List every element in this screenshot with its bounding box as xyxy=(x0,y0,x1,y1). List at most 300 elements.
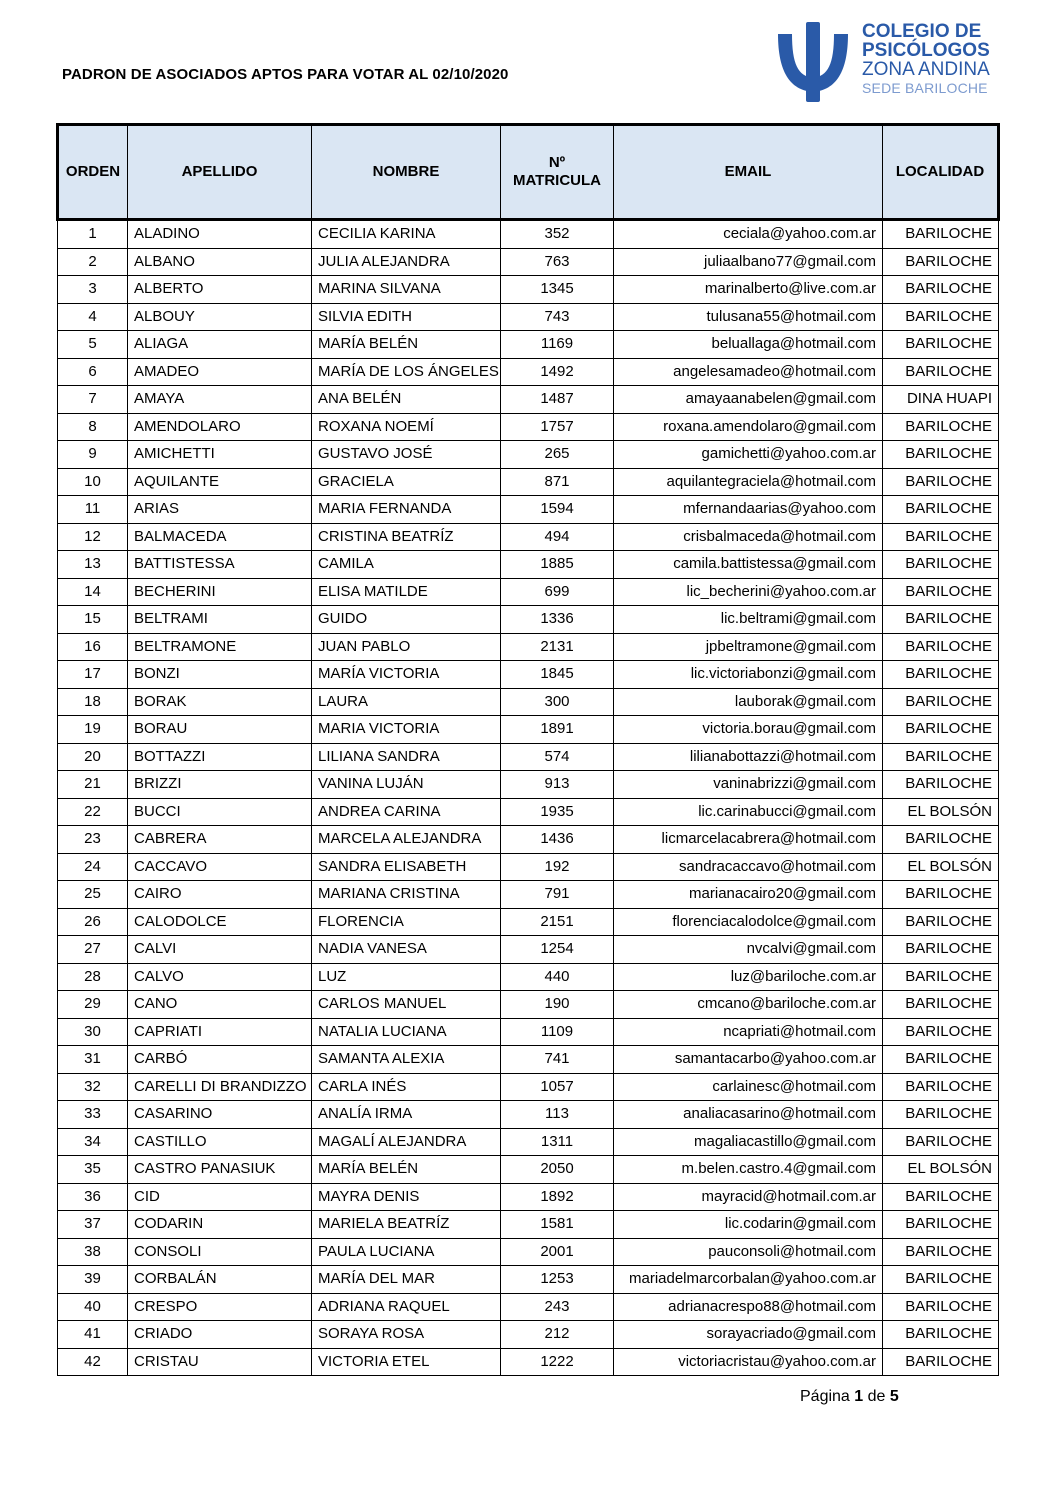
row-localidad: BARILOCHE xyxy=(883,1348,999,1376)
footer-page-total: 5 xyxy=(889,1388,899,1405)
table-row xyxy=(58,1046,999,1074)
row-email: marianacairo20@gmail.com xyxy=(614,881,883,909)
row-nombre: MARIA FERNANDA xyxy=(312,496,501,524)
row-localidad: BARILOCHE xyxy=(883,963,999,991)
row-apellido: BONZI xyxy=(128,661,312,689)
row-apellido: AMAYA xyxy=(128,386,312,414)
row-apellido: CABRERA xyxy=(128,826,312,854)
row-apellido: CONSOLI xyxy=(128,1238,312,1266)
header-apellido: APELLIDO xyxy=(128,125,312,220)
row-nombre: MARIANA CRISTINA xyxy=(312,881,501,909)
row-apellido: BELTRAMONE xyxy=(128,633,312,661)
table-row xyxy=(58,661,999,689)
row-localidad: BARILOCHE xyxy=(883,881,999,909)
row-nombre: NADIA VANESA xyxy=(312,936,501,964)
table-row xyxy=(58,1266,999,1294)
row-apellido: BUCCI xyxy=(128,798,312,826)
header-localidad: LOCALIDAD xyxy=(883,125,999,220)
row-apellido: BRIZZI xyxy=(128,771,312,799)
row-email: mariadelmarcorbalan@yahoo.com.ar xyxy=(614,1266,883,1294)
table-row xyxy=(58,1211,999,1239)
row-apellido: CRIADO xyxy=(128,1321,312,1349)
row-matricula: 1311 xyxy=(501,1128,614,1156)
row-nombre: MARÍA BELÉN xyxy=(312,1156,501,1184)
row-apellido: BALMACEDA xyxy=(128,523,312,551)
row-nombre: PAULA LUCIANA xyxy=(312,1238,501,1266)
row-email: carlainesc@hotmail.com xyxy=(614,1073,883,1101)
row-nombre: NATALIA LUCIANA xyxy=(312,1018,501,1046)
footer-of: de xyxy=(863,1388,890,1405)
row-matricula: 1492 xyxy=(501,358,614,386)
row-apellido: AMADEO xyxy=(128,358,312,386)
row-email: magaliacastillo@gmail.com xyxy=(614,1128,883,1156)
table-row xyxy=(58,1018,999,1046)
table-row xyxy=(58,496,999,524)
row-orden: 19 xyxy=(58,716,128,744)
row-orden: 39 xyxy=(58,1266,128,1294)
row-matricula: 1581 xyxy=(501,1211,614,1239)
row-apellido: ALBOUY xyxy=(128,303,312,331)
row-localidad: BARILOCHE xyxy=(883,468,999,496)
row-localidad: BARILOCHE xyxy=(883,826,999,854)
row-orden: 26 xyxy=(58,908,128,936)
row-localidad: BARILOCHE xyxy=(883,358,999,386)
row-matricula: 791 xyxy=(501,881,614,909)
table-row xyxy=(58,1073,999,1101)
row-nombre: JULIA ALEJANDRA xyxy=(312,248,501,276)
page-footer xyxy=(800,1388,899,1406)
row-apellido: CASTILLO xyxy=(128,1128,312,1156)
row-nombre: CAMILA xyxy=(312,551,501,579)
table-row xyxy=(58,991,999,1019)
row-email: lauborak@gmail.com xyxy=(614,688,883,716)
row-orden: 20 xyxy=(58,743,128,771)
logo-line-1: COLEGIO DE xyxy=(862,21,982,42)
row-orden: 5 xyxy=(58,331,128,359)
row-email: analiacasarino@hotmail.com xyxy=(614,1101,883,1129)
psi-logo-icon xyxy=(770,20,856,102)
row-apellido: AMENDOLARO xyxy=(128,413,312,441)
row-localidad: BARILOCHE xyxy=(883,606,999,634)
row-email: lic_becherini@yahoo.com.ar xyxy=(614,578,883,606)
row-nombre: MARÍA DE LOS ÁNGELES xyxy=(312,358,501,386)
table-row xyxy=(58,441,999,469)
row-nombre: ANDREA CARINA xyxy=(312,798,501,826)
row-orden: 31 xyxy=(58,1046,128,1074)
table-body xyxy=(58,220,999,1376)
row-matricula: 1892 xyxy=(501,1183,614,1211)
row-localidad: DINA HUAPI xyxy=(883,386,999,414)
row-matricula: 1436 xyxy=(501,826,614,854)
header-matricula-number-sign: Nº xyxy=(548,154,566,171)
row-localidad: BARILOCHE xyxy=(883,441,999,469)
row-email: ceciala@yahoo.com.ar xyxy=(614,220,883,249)
row-apellido: BATTISTESSA xyxy=(128,551,312,579)
header-orden: ORDEN xyxy=(58,125,128,220)
row-nombre: GUIDO xyxy=(312,606,501,634)
row-apellido: ALIAGA xyxy=(128,331,312,359)
row-apellido: CORBALÁN xyxy=(128,1266,312,1294)
row-email: lic.codarin@gmail.com xyxy=(614,1211,883,1239)
row-email: m.belen.castro.4@gmail.com xyxy=(614,1156,883,1184)
table-row xyxy=(58,413,999,441)
row-matricula: 1487 xyxy=(501,386,614,414)
row-nombre: ROXANA NOEMÍ xyxy=(312,413,501,441)
row-matricula: 1935 xyxy=(501,798,614,826)
header-nombre: NOMBRE xyxy=(312,125,501,220)
row-matricula: 265 xyxy=(501,441,614,469)
table-row xyxy=(58,220,999,249)
row-matricula: 1336 xyxy=(501,606,614,634)
row-nombre: MARIELA BEATRÍZ xyxy=(312,1211,501,1239)
voters-table xyxy=(56,123,1000,1376)
row-nombre: ADRIANA RAQUEL xyxy=(312,1293,501,1321)
row-orden: 14 xyxy=(58,578,128,606)
row-matricula: 574 xyxy=(501,743,614,771)
row-matricula: 440 xyxy=(501,963,614,991)
row-localidad: BARILOCHE xyxy=(883,1101,999,1129)
row-nombre: JUAN PABLO xyxy=(312,633,501,661)
table-row xyxy=(58,963,999,991)
row-apellido: BORAK xyxy=(128,688,312,716)
row-email: victoriacristau@yahoo.com.ar xyxy=(614,1348,883,1376)
row-orden: 27 xyxy=(58,936,128,964)
row-apellido: CALVI xyxy=(128,936,312,964)
table-row xyxy=(58,303,999,331)
row-email: mayracid@hotmail.com.ar xyxy=(614,1183,883,1211)
row-nombre: MARCELA ALEJANDRA xyxy=(312,826,501,854)
row-nombre: LUZ xyxy=(312,963,501,991)
row-localidad: BARILOCHE xyxy=(883,716,999,744)
row-apellido: CANO xyxy=(128,991,312,1019)
row-apellido: BORAU xyxy=(128,716,312,744)
row-email: jpbeltramone@gmail.com xyxy=(614,633,883,661)
row-orden: 21 xyxy=(58,771,128,799)
row-matricula: 1222 xyxy=(501,1348,614,1376)
row-nombre: ANALÍA IRMA xyxy=(312,1101,501,1129)
row-nombre: MARÍA DEL MAR xyxy=(312,1266,501,1294)
row-orden: 40 xyxy=(58,1293,128,1321)
row-email: lic.carinabucci@gmail.com xyxy=(614,798,883,826)
row-orden: 33 xyxy=(58,1101,128,1129)
row-nombre: VANINA LUJÁN xyxy=(312,771,501,799)
row-email: sorayacriado@gmail.com xyxy=(614,1321,883,1349)
row-nombre: MARÍA VICTORIA xyxy=(312,661,501,689)
row-email: juliaalbano77@gmail.com xyxy=(614,248,883,276)
row-orden: 36 xyxy=(58,1183,128,1211)
row-email: lilianabottazzi@hotmail.com xyxy=(614,743,883,771)
row-localidad: BARILOCHE xyxy=(883,1321,999,1349)
row-localidad: BARILOCHE xyxy=(883,496,999,524)
row-email: amayaanabelen@gmail.com xyxy=(614,386,883,414)
row-nombre: MARÍA BELÉN xyxy=(312,331,501,359)
row-email: cmcano@bariloche.com.ar xyxy=(614,991,883,1019)
row-localidad: BARILOCHE xyxy=(883,248,999,276)
table-row xyxy=(58,578,999,606)
row-matricula: 2001 xyxy=(501,1238,614,1266)
row-orden: 4 xyxy=(58,303,128,331)
row-localidad: EL BOLSÓN xyxy=(883,853,999,881)
row-orden: 13 xyxy=(58,551,128,579)
row-email: florenciacalodolce@gmail.com xyxy=(614,908,883,936)
row-apellido: CACCAVO xyxy=(128,853,312,881)
row-localidad: BARILOCHE xyxy=(883,523,999,551)
table-row xyxy=(58,881,999,909)
logo-line-4: SEDE BARILOCHE xyxy=(862,80,988,96)
row-matricula: 300 xyxy=(501,688,614,716)
table-row xyxy=(58,826,999,854)
row-apellido: BECHERINI xyxy=(128,578,312,606)
row-localidad: BARILOCHE xyxy=(883,1128,999,1156)
row-orden: 41 xyxy=(58,1321,128,1349)
table-row xyxy=(58,853,999,881)
table-row xyxy=(58,936,999,964)
row-matricula: 913 xyxy=(501,771,614,799)
row-apellido: CASARINO xyxy=(128,1101,312,1129)
row-email: beluallaga@hotmail.com xyxy=(614,331,883,359)
row-email: adrianacrespo88@hotmail.com xyxy=(614,1293,883,1321)
row-matricula: 190 xyxy=(501,991,614,1019)
row-localidad: BARILOCHE xyxy=(883,413,999,441)
row-orden: 30 xyxy=(58,1018,128,1046)
row-orden: 23 xyxy=(58,826,128,854)
row-orden: 34 xyxy=(58,1128,128,1156)
table-row xyxy=(58,468,999,496)
row-matricula: 741 xyxy=(501,1046,614,1074)
row-apellido: CALVO xyxy=(128,963,312,991)
table-row xyxy=(58,276,999,304)
row-email: pauconsoli@hotmail.com xyxy=(614,1238,883,1266)
footer-prefix: Página xyxy=(800,1388,855,1405)
row-localidad: BARILOCHE xyxy=(883,1073,999,1101)
row-apellido: ARIAS xyxy=(128,496,312,524)
table-row xyxy=(58,743,999,771)
row-orden: 1 xyxy=(58,220,128,249)
row-apellido: BELTRAMI xyxy=(128,606,312,634)
table-row xyxy=(58,1321,999,1349)
row-matricula: 1254 xyxy=(501,936,614,964)
row-nombre: CECILIA KARINA xyxy=(312,220,501,249)
table-row xyxy=(58,771,999,799)
row-localidad: BARILOCHE xyxy=(883,633,999,661)
row-localidad: BARILOCHE xyxy=(883,661,999,689)
row-localidad: BARILOCHE xyxy=(883,1018,999,1046)
row-localidad: BARILOCHE xyxy=(883,331,999,359)
row-orden: 37 xyxy=(58,1211,128,1239)
row-email: licmarcelacabrera@hotmail.com xyxy=(614,826,883,854)
row-matricula: 2131 xyxy=(501,633,614,661)
row-matricula: 871 xyxy=(501,468,614,496)
row-email: roxana.amendolaro@gmail.com xyxy=(614,413,883,441)
row-email: crisbalmaceda@hotmail.com xyxy=(614,523,883,551)
row-orden: 10 xyxy=(58,468,128,496)
row-orden: 3 xyxy=(58,276,128,304)
row-nombre: ANA BELÉN xyxy=(312,386,501,414)
row-email: sandracaccavo@hotmail.com xyxy=(614,853,883,881)
row-nombre: VICTORIA ETEL xyxy=(312,1348,501,1376)
row-orden: 8 xyxy=(58,413,128,441)
row-matricula: 243 xyxy=(501,1293,614,1321)
row-email: nvcalvi@gmail.com xyxy=(614,936,883,964)
row-nombre: GRACIELA xyxy=(312,468,501,496)
row-localidad: BARILOCHE xyxy=(883,276,999,304)
logo-line-2: PSICÓLOGOS xyxy=(862,40,990,61)
row-orden: 35 xyxy=(58,1156,128,1184)
row-orden: 12 xyxy=(58,523,128,551)
row-localidad: BARILOCHE xyxy=(883,551,999,579)
row-orden: 9 xyxy=(58,441,128,469)
row-localidad: BARILOCHE xyxy=(883,743,999,771)
row-matricula: 1845 xyxy=(501,661,614,689)
row-apellido: ALBANO xyxy=(128,248,312,276)
row-email: gamichetti@yahoo.com.ar xyxy=(614,441,883,469)
row-apellido: AMICHETTI xyxy=(128,441,312,469)
row-matricula: 2050 xyxy=(501,1156,614,1184)
row-localidad: BARILOCHE xyxy=(883,1266,999,1294)
row-nombre: MAGALÍ ALEJANDRA xyxy=(312,1128,501,1156)
row-nombre: SANDRA ELISABETH xyxy=(312,853,501,881)
row-localidad: BARILOCHE xyxy=(883,1211,999,1239)
row-email: vaninabrizzi@gmail.com xyxy=(614,771,883,799)
row-orden: 24 xyxy=(58,853,128,881)
row-orden: 42 xyxy=(58,1348,128,1376)
row-matricula: 1757 xyxy=(501,413,614,441)
row-matricula: 494 xyxy=(501,523,614,551)
table-row xyxy=(58,551,999,579)
table-row xyxy=(58,798,999,826)
logo-line-3: ZONA ANDINA xyxy=(862,59,990,80)
row-localidad: BARILOCHE xyxy=(883,220,999,249)
table-row xyxy=(58,248,999,276)
row-localidad: BARILOCHE xyxy=(883,303,999,331)
table-header-row xyxy=(58,125,999,220)
table-row xyxy=(58,1128,999,1156)
row-matricula: 1891 xyxy=(501,716,614,744)
row-apellido: CAIRO xyxy=(128,881,312,909)
row-email: victoria.borau@gmail.com xyxy=(614,716,883,744)
row-nombre: ELISA MATILDE xyxy=(312,578,501,606)
row-apellido: CID xyxy=(128,1183,312,1211)
row-nombre: MARINA SILVANA xyxy=(312,276,501,304)
row-localidad: BARILOCHE xyxy=(883,1293,999,1321)
row-matricula: 192 xyxy=(501,853,614,881)
document-title: PADRON DE ASOCIADOS APTOS PARA VOTAR AL 02/10/2020 xyxy=(62,66,509,83)
row-localidad: BARILOCHE xyxy=(883,688,999,716)
row-matricula: 1109 xyxy=(501,1018,614,1046)
logo-text xyxy=(862,22,990,98)
row-matricula: 1057 xyxy=(501,1073,614,1101)
row-email: mfernandaarias@yahoo.com xyxy=(614,496,883,524)
row-matricula: 113 xyxy=(501,1101,614,1129)
row-apellido: CODARIN xyxy=(128,1211,312,1239)
row-apellido: AQUILANTE xyxy=(128,468,312,496)
row-matricula: 1885 xyxy=(501,551,614,579)
row-orden: 15 xyxy=(58,606,128,634)
row-nombre: SAMANTA ALEXIA xyxy=(312,1046,501,1074)
row-email: angelesamadeo@hotmail.com xyxy=(614,358,883,386)
header-matricula-label: MATRICULA xyxy=(512,172,602,189)
table-row xyxy=(58,1101,999,1129)
row-email: camila.battistessa@gmail.com xyxy=(614,551,883,579)
row-apellido: CRISTAU xyxy=(128,1348,312,1376)
row-matricula: 1169 xyxy=(501,331,614,359)
table-row xyxy=(58,358,999,386)
table-row xyxy=(58,633,999,661)
row-localidad: BARILOCHE xyxy=(883,578,999,606)
row-orden: 22 xyxy=(58,798,128,826)
row-email: ncapriati@hotmail.com xyxy=(614,1018,883,1046)
row-orden: 2 xyxy=(58,248,128,276)
row-orden: 18 xyxy=(58,688,128,716)
table-row xyxy=(58,331,999,359)
row-orden: 29 xyxy=(58,991,128,1019)
row-localidad: BARILOCHE xyxy=(883,1238,999,1266)
row-email: aquilantegraciela@hotmail.com xyxy=(614,468,883,496)
row-email: marinalberto@live.com.ar xyxy=(614,276,883,304)
row-orden: 25 xyxy=(58,881,128,909)
row-matricula: 1253 xyxy=(501,1266,614,1294)
row-nombre: CARLOS MANUEL xyxy=(312,991,501,1019)
row-nombre: LILIANA SANDRA xyxy=(312,743,501,771)
logo xyxy=(770,20,1000,106)
row-apellido: CARBÓ xyxy=(128,1046,312,1074)
header-email: EMAIL xyxy=(614,125,883,220)
row-matricula: 763 xyxy=(501,248,614,276)
row-nombre: MAYRA DENIS xyxy=(312,1183,501,1211)
row-email: tulusana55@hotmail.com xyxy=(614,303,883,331)
row-localidad: EL BOLSÓN xyxy=(883,1156,999,1184)
table-row xyxy=(58,1238,999,1266)
row-orden: 6 xyxy=(58,358,128,386)
table-row xyxy=(58,1156,999,1184)
header-matricula xyxy=(501,125,614,220)
row-orden: 11 xyxy=(58,496,128,524)
row-localidad: BARILOCHE xyxy=(883,908,999,936)
table-row xyxy=(58,386,999,414)
row-localidad: BARILOCHE xyxy=(883,936,999,964)
row-matricula: 352 xyxy=(501,220,614,249)
row-email: samantacarbo@yahoo.com.ar xyxy=(614,1046,883,1074)
row-apellido: CASTRO PANASIUK xyxy=(128,1156,312,1184)
row-email: luz@bariloche.com.ar xyxy=(614,963,883,991)
row-matricula: 743 xyxy=(501,303,614,331)
row-email: lic.beltrami@gmail.com xyxy=(614,606,883,634)
row-apellido: CALODOLCE xyxy=(128,908,312,936)
row-matricula: 2151 xyxy=(501,908,614,936)
row-localidad: EL BOLSÓN xyxy=(883,798,999,826)
row-nombre: CRISTINA BEATRÍZ xyxy=(312,523,501,551)
table-row xyxy=(58,908,999,936)
table-row xyxy=(58,716,999,744)
row-nombre: CARLA INÉS xyxy=(312,1073,501,1101)
table-row xyxy=(58,523,999,551)
row-matricula: 1594 xyxy=(501,496,614,524)
row-localidad: BARILOCHE xyxy=(883,991,999,1019)
row-localidad: BARILOCHE xyxy=(883,771,999,799)
row-orden: 28 xyxy=(58,963,128,991)
footer-page-number: 1 xyxy=(854,1388,864,1405)
row-nombre: SORAYA ROSA xyxy=(312,1321,501,1349)
row-nombre: GUSTAVO JOSÉ xyxy=(312,441,501,469)
table-row xyxy=(58,606,999,634)
row-localidad: BARILOCHE xyxy=(883,1183,999,1211)
row-matricula: 1345 xyxy=(501,276,614,304)
row-nombre: SILVIA EDITH xyxy=(312,303,501,331)
row-orden: 7 xyxy=(58,386,128,414)
row-email: lic.victoriabonzi@gmail.com xyxy=(614,661,883,689)
row-orden: 32 xyxy=(58,1073,128,1101)
row-apellido: CARELLI DI BRANDIZZO xyxy=(128,1073,312,1101)
